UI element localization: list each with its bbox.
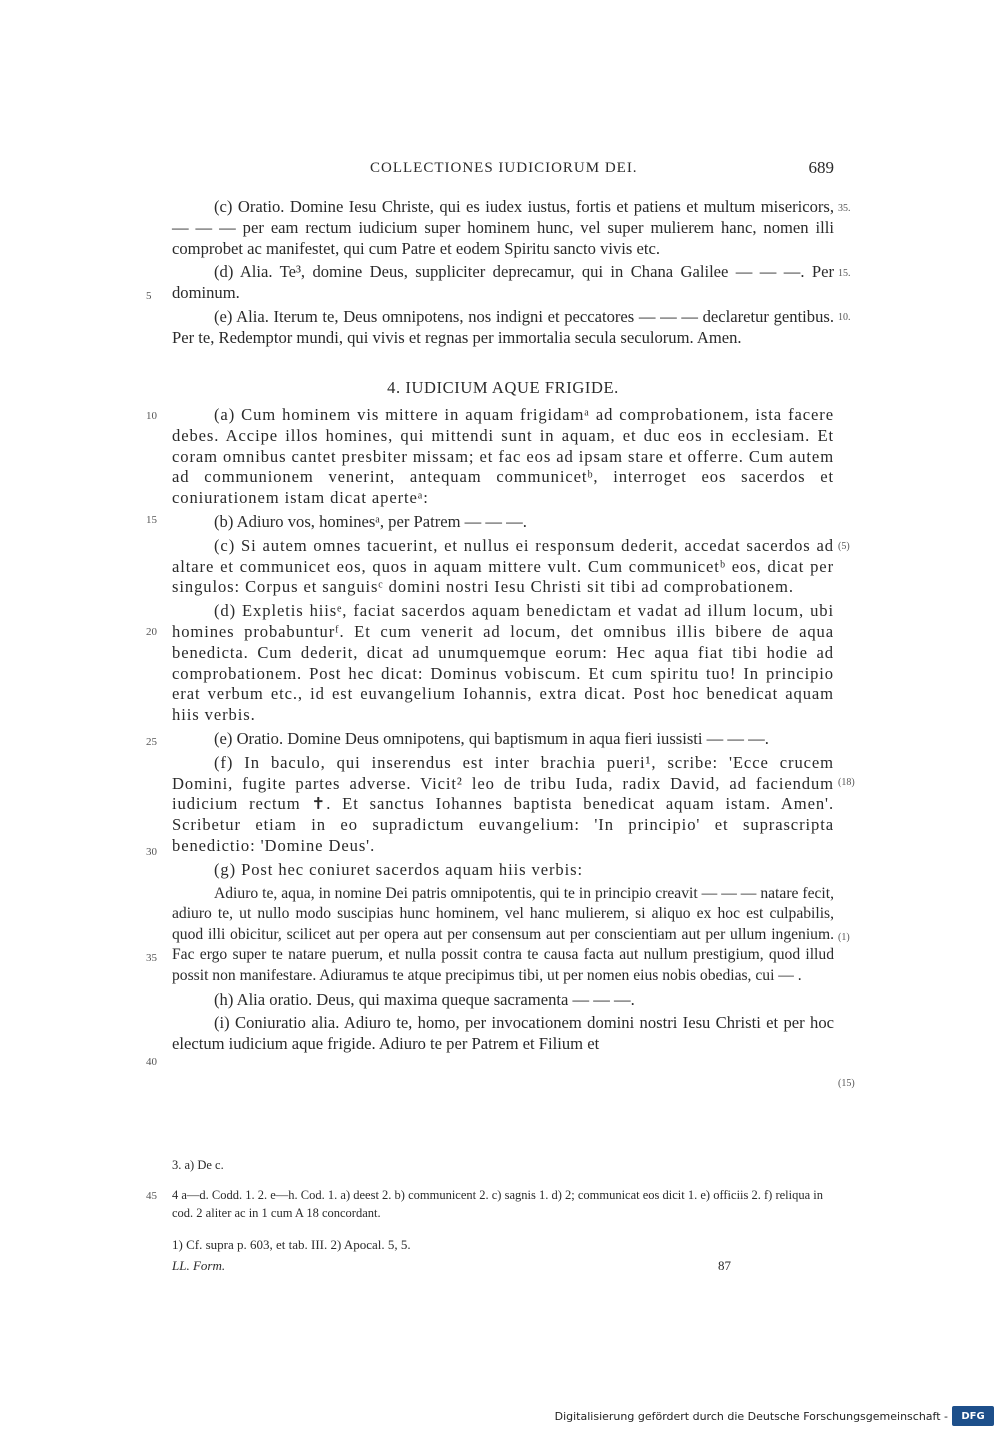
main-section <box>172 405 834 1055</box>
line-number: 45 <box>146 1190 157 1202</box>
line-number: 30 <box>146 846 157 858</box>
section-heading: 4. IUDICIUM AQUE FRIGIDE. <box>387 378 619 397</box>
page-number: 689 <box>808 158 834 177</box>
paragraph-g: (g) Post hec coniuret sacerdos aquam hiis verbis: <box>214 859 583 879</box>
paragraph-d: (d) Expletis hiisᵉ, faciat sacerdos aquam benedictam et vadat ad illum locum, ubi homines probabunturᶠ. Et cum venerit ad locum, det omnibus illis bibere de aqua benedicta. Cum dederit, dicat ad unumquemque eorum: Hec aqua fiat tibi hodie ad comprobationem. Post hec dicat: Dominus vobiscum. Et cum spiritu tuo! In principio erat verbum etc., id est euvangelium Iohannis, extra dicat. Post hoc benedicat aquam hiis verbis. <box>172 601 834 725</box>
margin-mark: 35. <box>838 203 851 214</box>
line-number: 25 <box>146 736 157 748</box>
paragraph-oratio: (c) Oratio. Domine Iesu Christe, qui es iudex iustus, fortis et patiens et multum misericors, — — — per eam rectum iudicium super hominem hunc, vel super mulierem hanc, nomen illi comprobet ac manifestet, qui cum Patre et eodem Spiritu sancto vivis etc. <box>172 197 834 258</box>
line-number: 35 <box>146 952 157 964</box>
paragraph-b: (b) Adiuro vos, hominesᵃ, per Patrem — — —. <box>214 511 527 531</box>
paragraph-h: (h) Alia oratio. Deus, qui maxima queque sacramenta — — —. <box>214 989 635 1009</box>
note-4: 4 a—d. Codd. 1. 2. e—h. Cod. 1. a) deest 2. b) communicent 2. c) sagnis 1. d) 2; communicat eos dicit 1. e) officiis 2. f) reliqua in cod. 2 aliter ac in 1 cum A 18 concordant. <box>172 1188 824 1220</box>
margin-mark: (18) <box>838 777 855 788</box>
running-title: COLLECTIONES IUDICIORUM DEI. <box>370 160 638 176</box>
digitization-credit: Digitalisierung gefördert durch die Deutsche Forschungsgemeinschaft - <box>554 1410 948 1423</box>
paragraph-c: (c) Si autem omnes tacuerint, et nullus ei responsum dederit, accedat sacerdos ad altare et communicet eos, quos in aquam mittere vult. Cum communicetᵇ eos, dicat per singulos: Corpus et sanguisᶜ domini nostri Iesu Christi sit tibi ad comprobationem. <box>172 535 834 597</box>
top-section <box>172 197 834 349</box>
paragraph-adiuro: Adiuro te, aqua, in nomine Dei patris omnipotentis, qui te in principio creavit — — — natare fecit, adiuro te, ut nullo modo suscipias hunc hominem, vel hanc mulierem, si aliquo ex hoc est culpabilis, quod illi obicitur, scilicet aut per opera aut per consensum aut per conscientiam aut per ullum ingenium. Fac ergo super te natare puerum, et nulla possit contra te causa facta aut nullum prestigium, quod illud possit non manifestare. Adiuramus te atque precipimus tibi, ut per nomen eius nobis obedias, cui — . <box>172 884 834 984</box>
line-number: 10 <box>146 410 157 422</box>
dfg-logo: DFG <box>952 1406 994 1426</box>
paragraph-f: (f) In baculo, qui inserendus est inter brachia pueri¹, scribe: 'Ecce crucem Domini, fugite partes adverse. Vicit² leo de tribu Iuda, radix David, ad faciendum iudicium rectum ✝. Et sanctus Iohannes baptista benedicat aquam istam. Amen'. Scribetur etiam in eo supradictum euvangelium: 'In principio' et suprascripta benedictio: 'Domine Deus'. <box>172 752 834 855</box>
paragraph-alia-e: (e) Alia. Iterum te, Deus omnipotens, nos indigni et peccatores — — — declaretur gentibus. Per te, Redemptor mundi, qui vivis et regnas per immortalia secula seculorum. Amen. <box>172 306 834 347</box>
line-number: 20 <box>146 626 157 638</box>
margin-mark: 15. <box>838 268 851 279</box>
line-number: 5 <box>146 290 152 302</box>
margin-mark: (15) <box>838 1078 855 1089</box>
margin-mark: (1) <box>838 932 850 943</box>
signature-mark: LL. Form. <box>172 1258 226 1273</box>
paragraph-a: (a) Cum hominem vis mittere in aquam frigidamᵃ ad comprobationem, ista facere debes. Accipe illos homines, qui mittendi sunt in aquam, et duc eos in ecclesiam. Et coram omnibus cantet presbiter missam; et fac eos ad ipsam stare et offerre. Cum autem ad communionem venerint, antequam communicetᵇ, interroget eos sacerdos et coniurationem istam dicat aperteᵃ: <box>172 405 834 508</box>
signature-number: 87 <box>718 1258 731 1273</box>
paragraph-alia-d: (d) Alia. Te³, domine Deus, suppliciter deprecamur, qui in Chana Galilee — — —. Per dominum. <box>172 262 834 303</box>
margin-mark: (5) <box>838 541 850 552</box>
line-number: 15 <box>146 514 157 526</box>
note-3: 3. a) De c. <box>172 1158 224 1172</box>
line-number: 40 <box>146 1056 157 1068</box>
paragraph-i: (i) Coniuratio alia. Adiuro te, homo, per invocationem domini nostri Iesu Christi et per hoc electum iudicium aque frigide. Adiuro te per Patrem et Filium et <box>172 1013 834 1054</box>
page-header <box>166 160 834 184</box>
margin-mark: 10. <box>838 312 851 323</box>
paragraph-e: (e) Oratio. Domine Deus omnipotens, qui baptismum in aqua fieri iussisti — — —. <box>214 728 769 748</box>
footnote-refs: 1) Cf. supra p. 603, et tab. III. 2) Apocal. 5, 5. <box>172 1237 411 1252</box>
